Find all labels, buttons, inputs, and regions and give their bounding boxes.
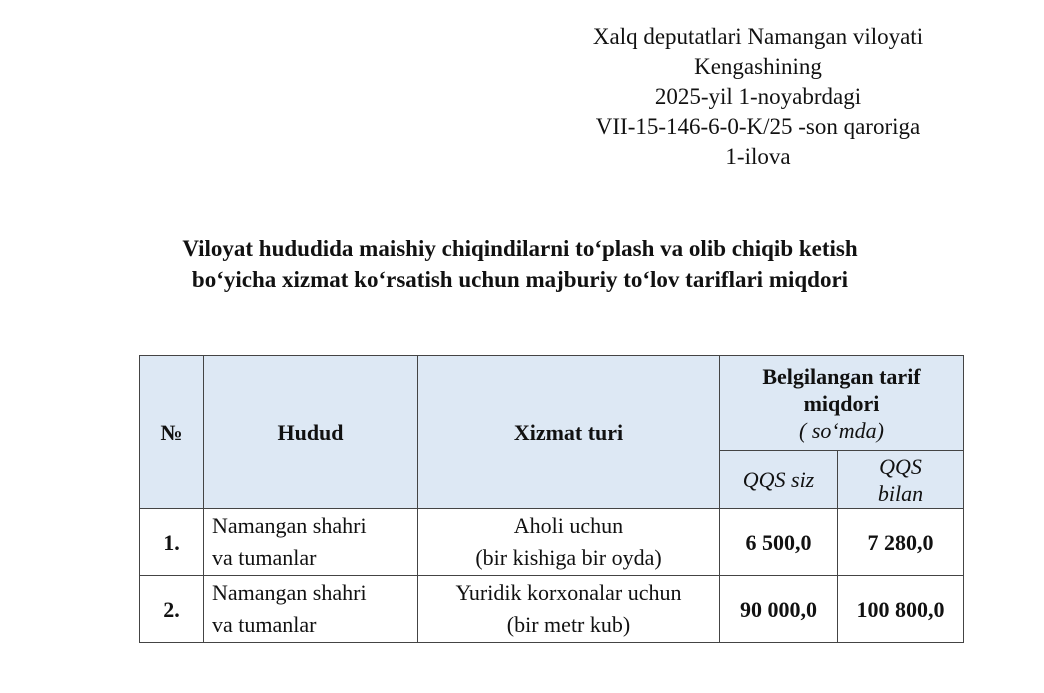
title-line-2: boʻyicha xizmat koʻrsatish uchun majburiy toʻlov tariflari miqdori — [191, 267, 849, 292]
row-service — [418, 509, 720, 576]
document-title — [80, 233, 960, 295]
header-line-4: VII-15-146-6-0-K/25 -son qaroriga — [595, 114, 921, 139]
table-row — [140, 576, 964, 643]
row-service-line-1: Yuridik korxonalar uchun — [455, 580, 682, 605]
header-tariff — [720, 356, 964, 451]
row-tariff-without-vat: 90 000,0 — [720, 576, 838, 643]
header-tariff-line-1: Belgilangan tarif — [762, 363, 921, 389]
row-region-line-2: va tumanlar — [212, 612, 317, 637]
header-with-vat-line-1: QQS — [879, 453, 922, 479]
row-service-line-2: (bir kishiga bir oyda) — [475, 545, 662, 570]
row-region-line-1: Namangan shahri — [212, 513, 367, 538]
header-line-1: Xalq deputatlari Namangan viloyati — [592, 24, 924, 49]
header-region: Hudud — [204, 356, 418, 509]
header-with-vat — [838, 451, 964, 509]
header-with-vat-line-2: bilan — [877, 480, 924, 506]
table-row — [140, 509, 964, 576]
row-service-line-2: (bir metr kub) — [506, 612, 631, 637]
row-region — [204, 576, 418, 643]
title-line-1: Viloyat hududida maishiy chiqindilarni toʻplash va olib chiqib ketish — [182, 236, 858, 261]
header-tariff-unit: ( soʻmda) — [799, 417, 884, 443]
row-region-line-2: va tumanlar — [212, 545, 317, 570]
row-number: 2. — [140, 576, 204, 643]
header-without-vat: QQS siz — [720, 451, 838, 509]
row-number: 1. — [140, 509, 204, 576]
header-line-5: 1-ilova — [725, 144, 791, 169]
row-service — [418, 576, 720, 643]
row-tariff-with-vat: 7 280,0 — [838, 509, 964, 576]
table-header-row — [140, 356, 964, 451]
row-service-line-1: Aholi uchun — [513, 513, 624, 538]
header-line-2: Kengashining — [694, 54, 822, 79]
header-no: № — [140, 356, 204, 509]
tariff-table — [139, 355, 964, 643]
row-region — [204, 509, 418, 576]
header-service: Xizmat turi — [418, 356, 720, 509]
document-header — [560, 22, 956, 172]
header-tariff-line-2: miqdori — [803, 390, 880, 416]
row-tariff-with-vat: 100 800,0 — [838, 576, 964, 643]
row-region-line-1: Namangan shahri — [212, 580, 367, 605]
row-tariff-without-vat: 6 500,0 — [720, 509, 838, 576]
header-line-3: 2025-yil 1-noyabrdagi — [654, 84, 862, 109]
